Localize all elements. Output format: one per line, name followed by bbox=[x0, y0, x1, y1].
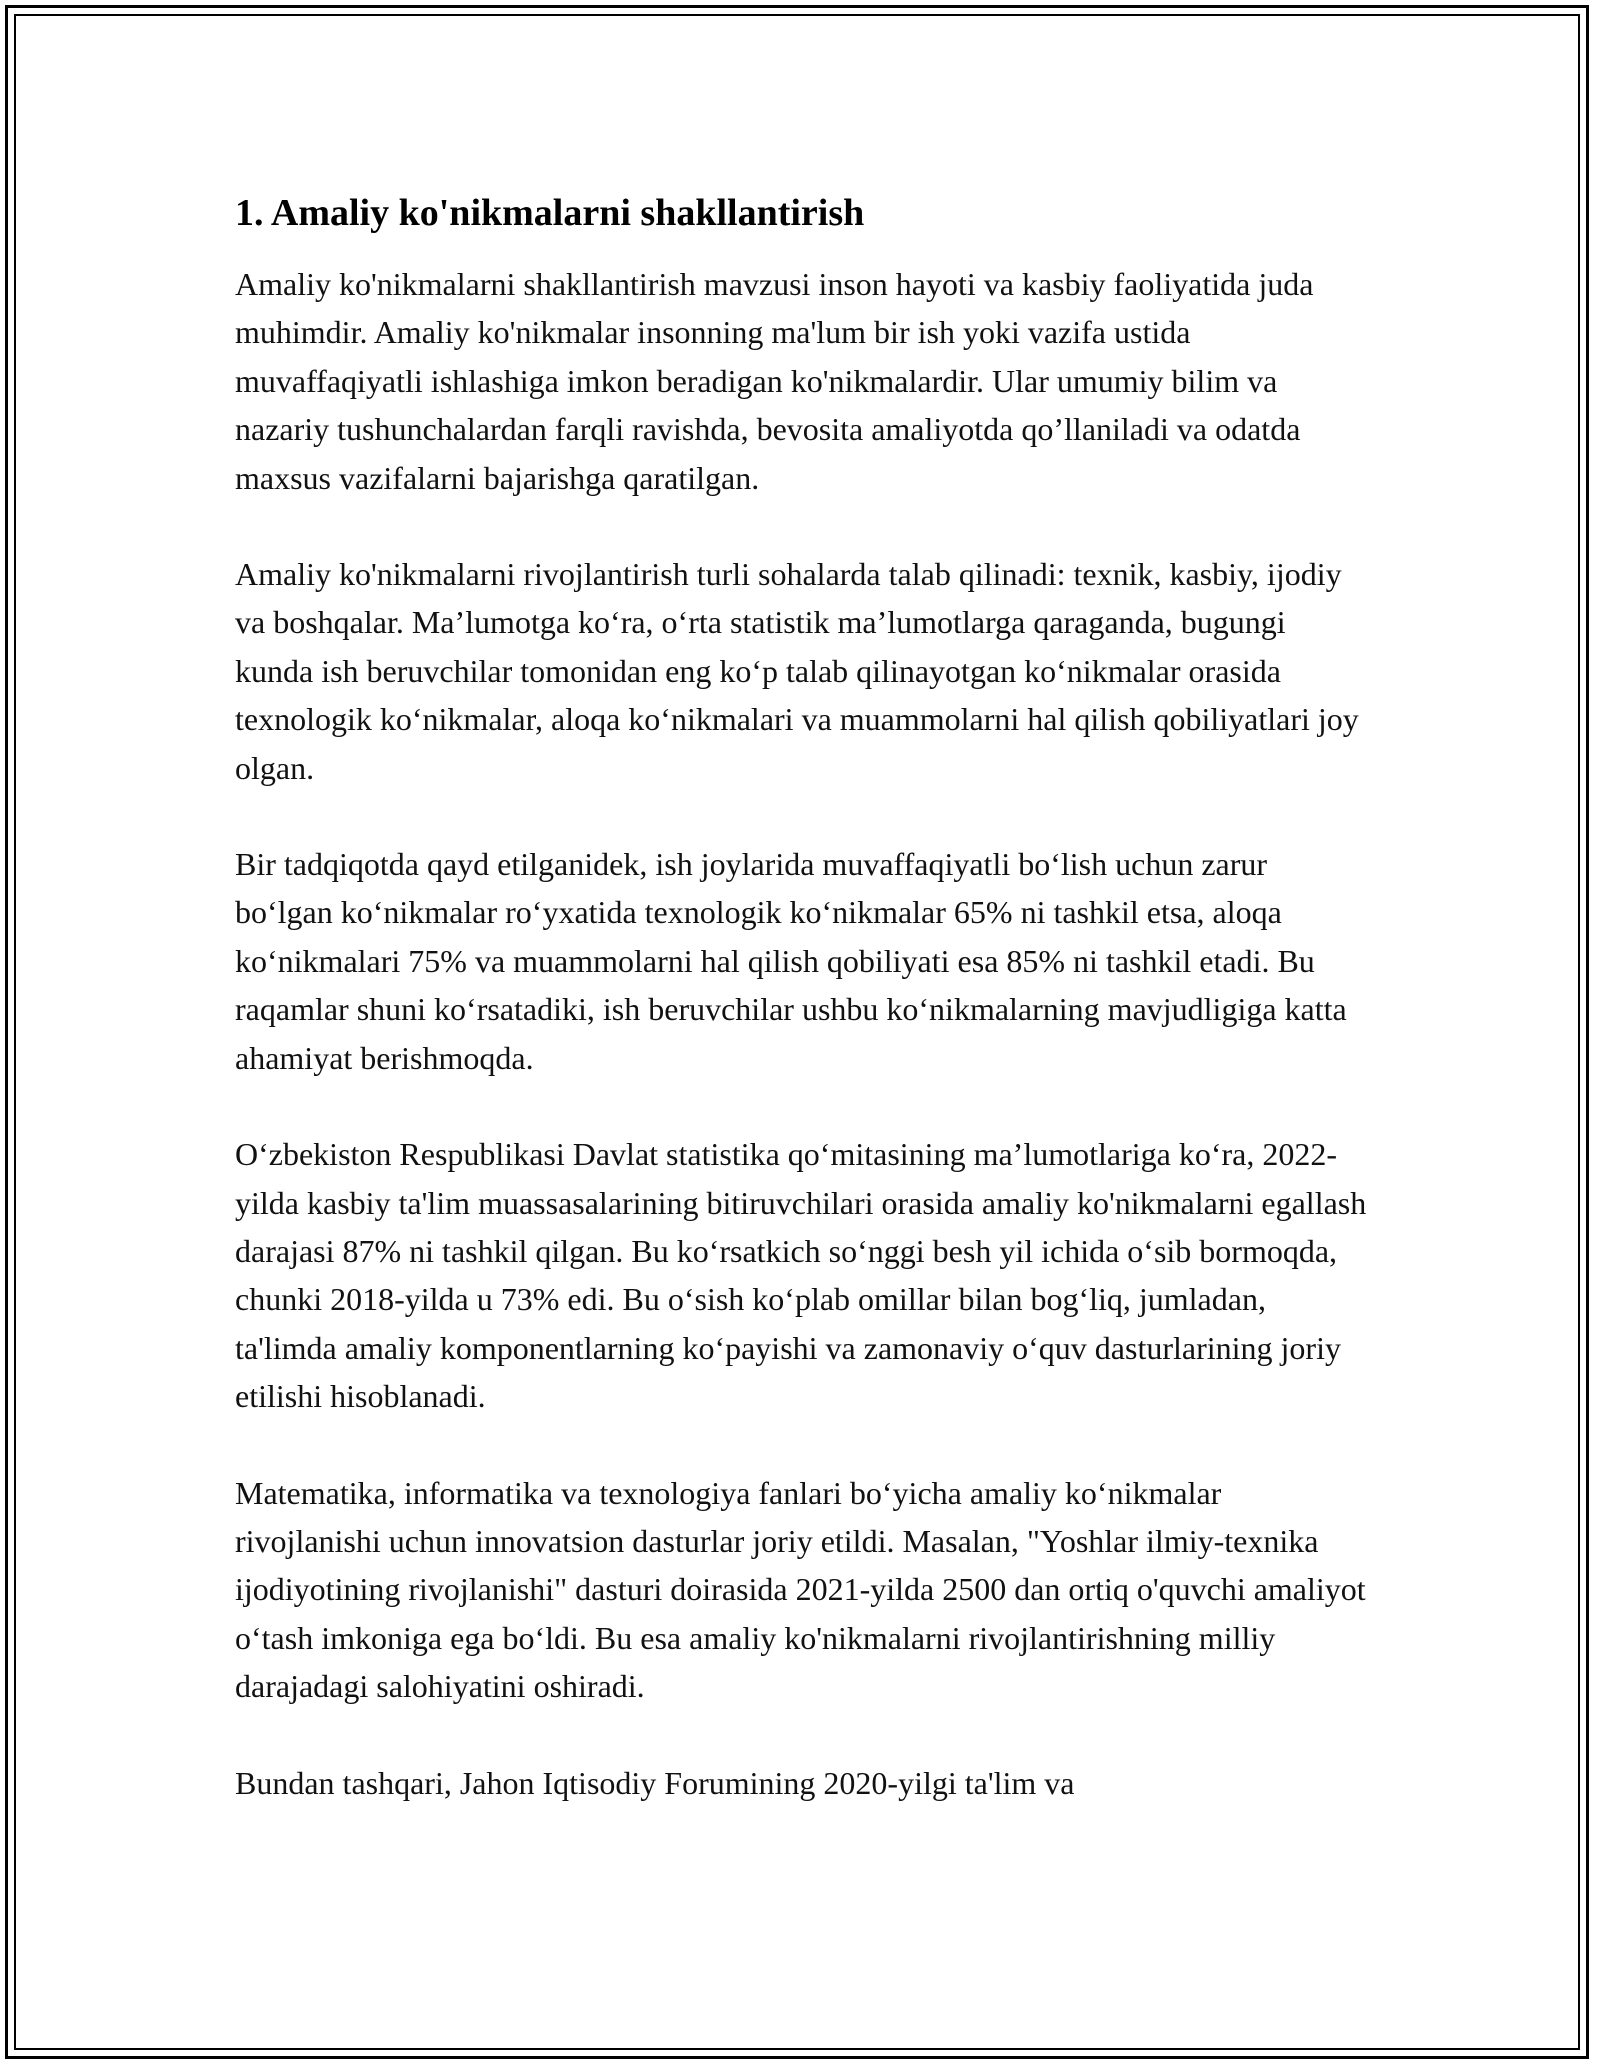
paragraph-research-percentages: Bir tadqiqotda qayd etilganidek, ish joylarida muvaffaqiyatli bo‘lish uchun zarur bo‘lgan ko‘nikmalar ro‘yxatida texnologik ko‘nikmalar 65% ni tashkil etsa, aloqa ko‘nikmalari 75% va muammolarni hal qilish qobiliyati esa 85% ni tashkil etadi. Bu raqamlar shuni ko‘rsatadiki, ish beruvchilar ushbu ko‘nikmalarning mavjudligiga katta ahamiyat berishmoqda. bbox=[235, 846, 1347, 1076]
section-heading: 1. Amaliy ko'nikmalarni shakllantirish bbox=[235, 192, 865, 234]
paragraph-intro: Amaliy ko'nikmalarni shakllantirish mavzusi inson hayoti va kasbiy faoliyatida juda muhimdir. Amaliy ko'nikmalar insonning ma'lum bir ish yoki vazifa ustida muvaffaqiyatli ishlashiga imkon beradigan ko'nikmalardir. Ular umumiy bilim va nazariy tushunchalardan farqli ravishda, bevosita amaliyotda qo’llaniladi va odatda maxsus vazifalarni bajarishga qaratilgan. bbox=[235, 266, 1314, 496]
paragraph-world-economic-forum: Bundan tashqari, Jahon Iqtisodiy Forumining 2020-yilgi ta'lim va bbox=[235, 1764, 1075, 1801]
document-body bbox=[235, 188, 1370, 1855]
paragraph-innovation-programs: Matematika, informatika va texnologiya fanlari bo‘yicha amaliy ko‘nikmalar rivojlanishi uchun innovatsion dasturlar joriy etildi. Masalan, "Yoshlar ilmiy-texnika ijodiyotining rivojlanishi" dasturi doirasida 2021-yilda 2500 dan ortiq o'quvchi amaliyot o‘tash imkoniga ega bo‘ldi. Bu esa amaliy ko'nikmalarni rivojlantirishning milliy darajadagi salohiyatini oshiradi. bbox=[235, 1474, 1366, 1705]
paragraph-skill-demand: Amaliy ko'nikmalarni rivojlantirish turli sohalarda talab qilinadi: texnik, kasbiy, ijodiy va boshqalar. Ma’lumotga ko‘ra, o‘rta statistik ma’lumotlarga qaraganda, bugungi kunda ish beruvchilar tomonidan eng ko‘p talab qilinayotgan ko‘nikmalar orasida texnologik ko‘nikmalar, aloqa ko‘nikmalari va muammolarni hal qilish qobiliyatlari joy olgan. bbox=[235, 556, 1359, 786]
paragraph-statistics-committee: O‘zbekiston Respublikasi Davlat statistika qo‘mitasining ma’lumotlariga ko‘ra, 2022-yilda kasbiy ta'lim muassasalarining bitiruvchilari orasida amaliy ko'nikmalarni egallash darajasi 87% ni tashkil qilgan. Bu ko‘rsatkich so‘nggi besh yil ichida o‘sib bormoqda, chunki 2018-yilda u 73% edi. Bu o‘sish ko‘plab omillar bilan bog‘liq, jumladan, ta'limda amaliy komponentlarning ko‘payishi va zamonaviy o‘quv dasturlarining joriy etilishi hisoblanadi. bbox=[235, 1136, 1367, 1415]
